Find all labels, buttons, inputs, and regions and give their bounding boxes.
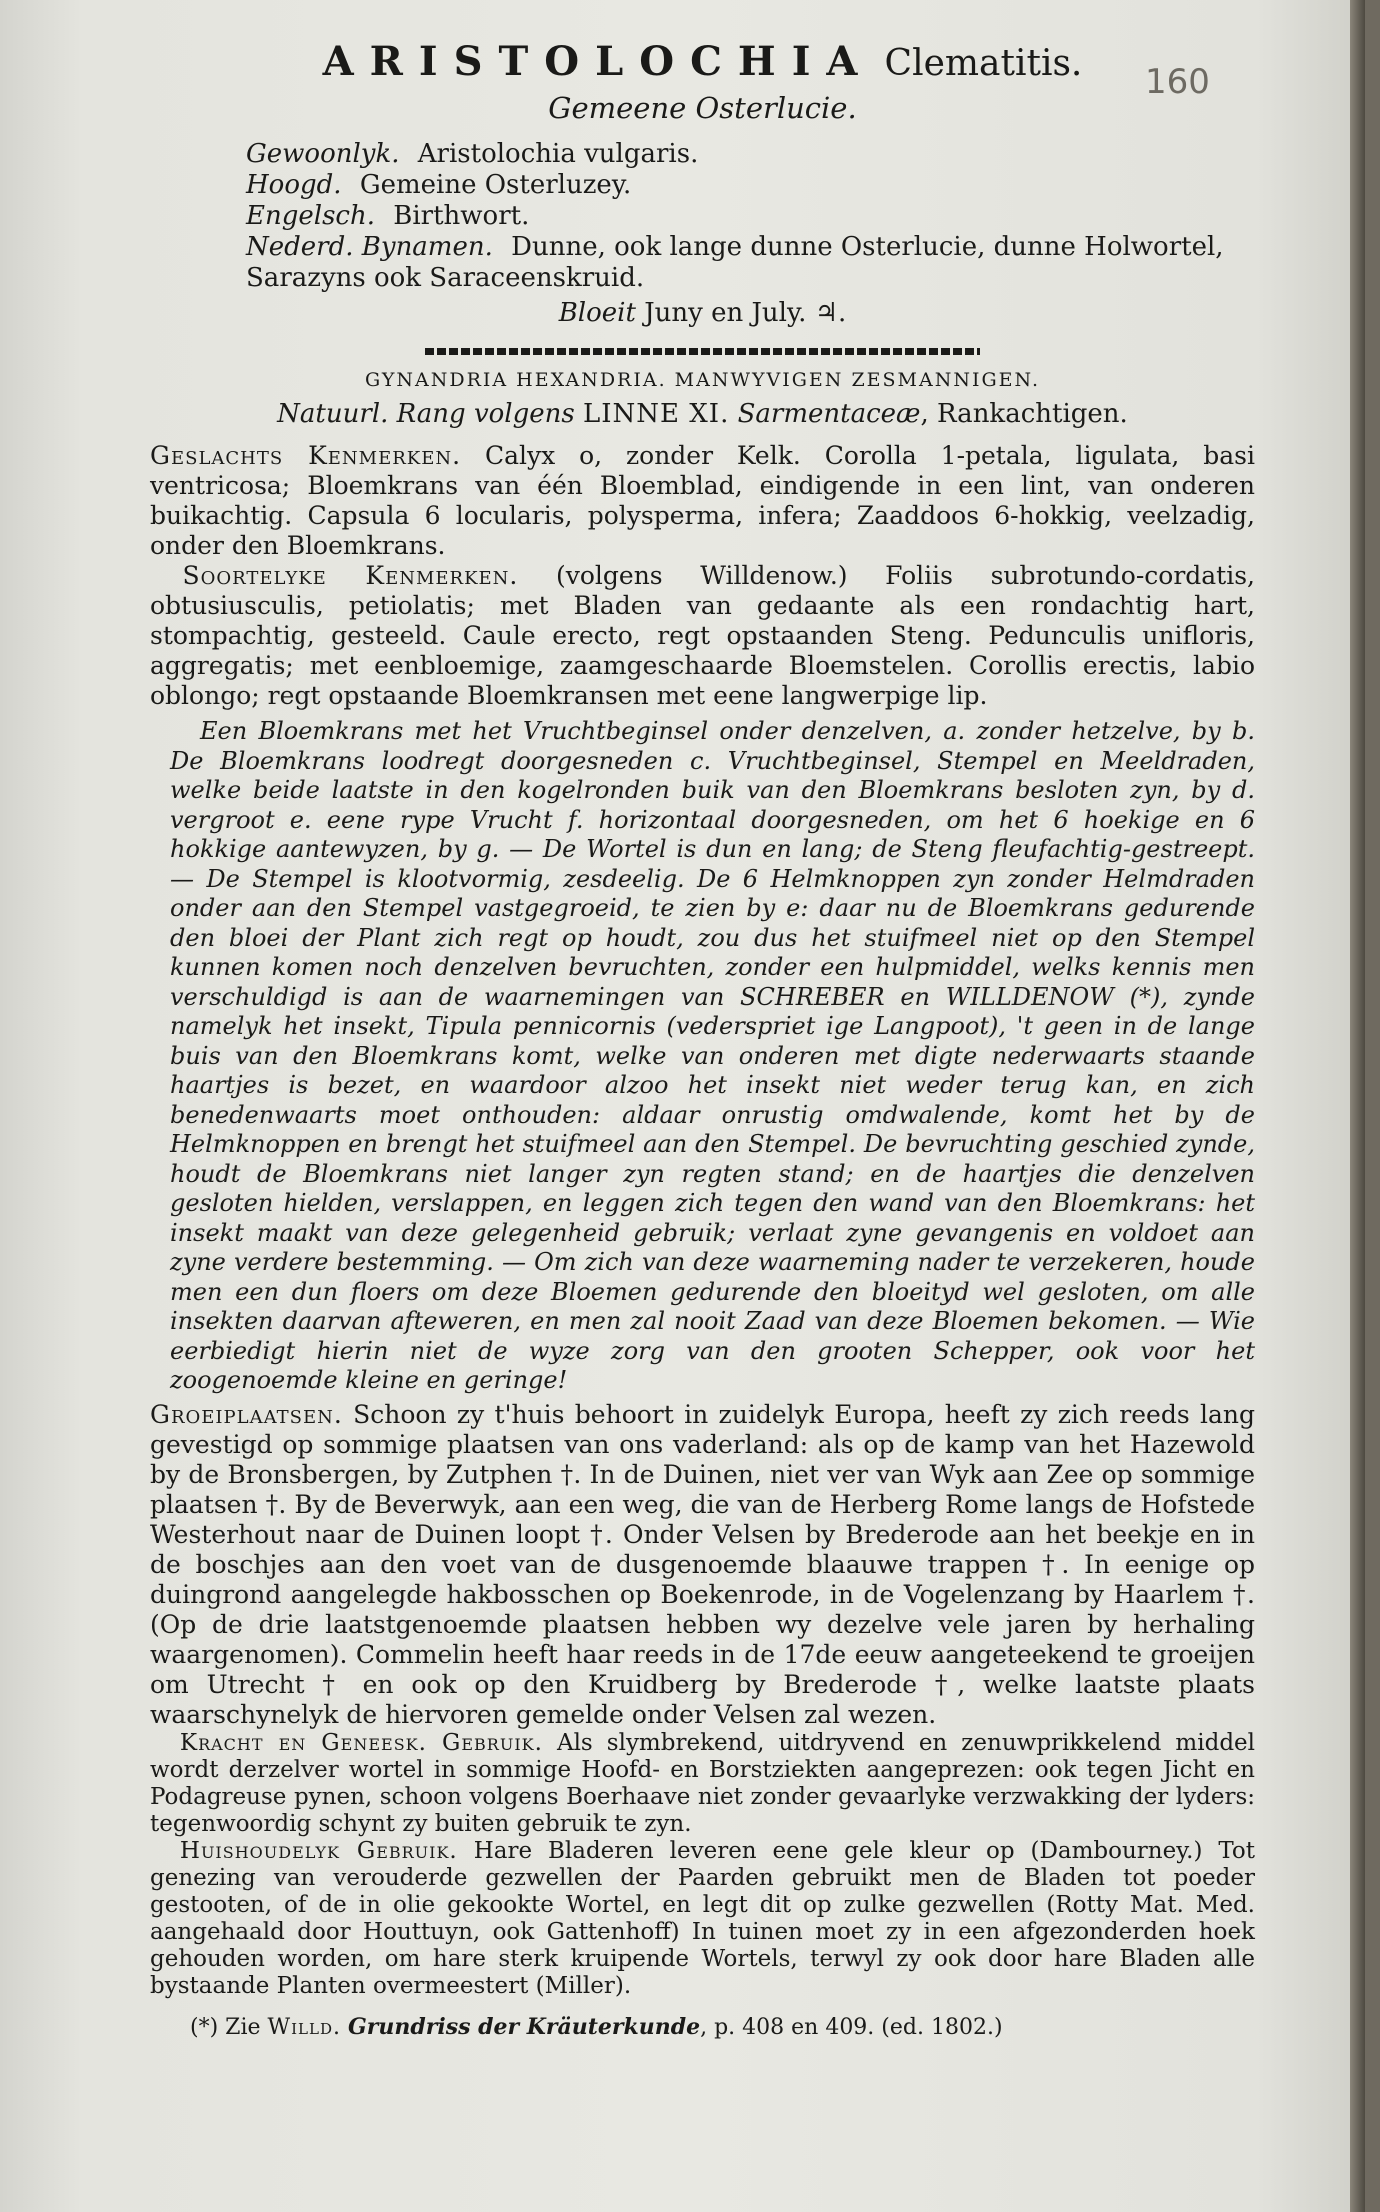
section-heading: Groeiplaatsen. bbox=[150, 1399, 343, 1429]
rang-linne: LINNE XI. bbox=[583, 399, 730, 429]
section-text: Als slymbrekend, uitdryvend en zenuwprikkelend middel wordt derzelver wortel in sommige Hoofd- en Borstziekten aangeprezen: ook tegen Jicht en Podagreuse pynen, schoon volgens Boerhaave niet zonder gevaarlyke verzwakking der lyders: tegenwoordig schynt zy buiten gebruik te zyn. bbox=[150, 1729, 1256, 1837]
name-value: Dunne, ook lange dunne Osterlucie, dunne Holwortel, Sarazyns ook Saraceenskruid. bbox=[246, 232, 1224, 293]
rang-dutch: , Rankachtigen. bbox=[920, 399, 1128, 429]
section-text: Schoon zy t'huis behoort in zuidelyk Europa, heeft zy zich reeds lang gevestigd op sommige plaatsen van ons vaderland: als op de kamp van het Hazewold by de Bronsbergen, by Zutphen †. In de Duinen, niet ver van Wyk aan Zee op sommige plaatsen †. By de Beverwyk, aan een weg, die van de Herberg Rome langs de Hofstede Westerhout naar de Duinen loopt †. Onder Velsen by Brederode aan het beekje en in de boschjes aan den voet van de dusgenoemde blaauwe trappen †. In eenige op duingrond aangelegde hakbosschen op Boekenrode, in de Vogelenzang by Haarlem †. (Op de drie laatstgenoemde plaatsen hebben wy dezelve vele jaren by herhaling waargenomen). Commelin heeft haar reeds in de 17de eeuw aangeteekend te groeijen om Utrecht † en ook op den Kruidberg by Brederode †, welke laatste plaats waarschynelyk de hiervoren gemelde onder Velsen zal wezen. bbox=[150, 1399, 1255, 1729]
name-value: Gemeine Osterluzey. bbox=[359, 170, 632, 200]
handwritten-page-number: 160 bbox=[1145, 62, 1210, 102]
name-value: Birthwort. bbox=[393, 201, 530, 231]
footnote-work: Grundriss der Kräuterkunde bbox=[348, 2013, 701, 2040]
flowering-time bbox=[150, 298, 1255, 328]
name-row bbox=[246, 232, 1255, 294]
footnote-author: Willd. bbox=[267, 2014, 341, 2040]
figure-description: Een Bloemkrans met het Vruchtbeginsel onder denzelven, a. zonder hetzelve, by b. De Bloemkrans loodregt doorgesneden c. Vruchtbeginsel, Stempel en Meeldraden, welke beide laatste in den kogelronden buik van den Bloemkrans besloten zyn, by d. vergroot e. eene rype Vrucht f. horizontaal doorgesneden, om het 6 hoekige en 6 hokkige aantewyzen, by g. — De Wortel is dun en lang; de Steng fleufachtig-gestreept. — De Stempel is klootvormig, zesdeelig. De 6 Helmknoppen zyn zonder Helmdraden onder aan den Stempel vastgegroeid, te zien by e: daar nu de Bloemkrans gedurende den bloei der Plant zich regt op houdt, zou dus het stuifmeel niet op den Stempel kunnen komen noch denzelven bevruchten, zonder een hulpmiddel, welks kennis men verschuldigd is aan de waarnemingen van SCHREBER en WILLDENOW (*), zynde namelyk het insekt, Tipula pennicornis (vederspriet ige Langpoot), 't geen in de lange buis van den Bloemkrans komt, welke van onderen met digte nederwaarts staande haartjes is bezet, en waardoor alzoo het insekt niet weder terug kan, en zich benedenwaarts moet onthouden: aldaar onrustig omdwalende, komt het by de Helmknoppen en brengt het stuifmeel aan den Stempel. De bevruchting geschied zynde, houdt de Bloemkrans niet langer zyn regten stand; en de haartjes die denzelven gesloten hielden, verslappen, en leggen zich tegen den wand van den Bloemkrans: het insekt maakt van deze gelegenheid gebruik; verlaat zyne gevangenis en voldoet aan zyne verdere bestemming. — Om zich van deze waarneming nader te verzekeren, houde men een dun floers om deze Bloemen gedurende den bloeityd wel gesloten, om alle insekten daarvan afteweren, en men zal nooit Zaad van deze Bloemen bekomen. — Wie eerbiedigt hierin niet de wyze zorg van den grooten Schepper, ook voor het zoogenoemde kleine en geringe! bbox=[170, 717, 1255, 1394]
linnaean-class: GYNANDRIA HEXANDRIA. MANWYVIGEN ZESMANNIGEN. bbox=[365, 369, 1040, 391]
rang-label: Natuurl. Rang volgens bbox=[277, 399, 575, 429]
page-title bbox=[150, 38, 1255, 85]
title-species: Clematitis. bbox=[884, 43, 1083, 84]
section-heading: Geslachts Kenmerken. bbox=[150, 441, 462, 470]
section-text: Calyx o, zonder Kelk. Corolla 1-petala, ligulata, basi ventricosa; Bloemkrans van één Bloemblad, eindigende in een lint, van onderen buikachtig. Capsula 6 locularis, polysperma, infera; Zaaddoos 6-hokkig, veelzadig, onder den Bloemkrans. bbox=[150, 441, 1255, 560]
section-heading: Kracht en Geneesk. Gebruik. bbox=[179, 1729, 543, 1756]
section-kracht bbox=[150, 1730, 1255, 1838]
name-value: Aristolochia vulgaris. bbox=[417, 139, 699, 169]
section-text: Hare Bladeren leveren eene gele kleur op (Dambourney.) Tot genezing van verouderde gezwellen der Paarden gebruikt men de Bladen tot poeder gestooten, of de in olie gekookte Wortel, en legt dit op zulke gezwellen (Rotty Mat. Med. aangehaald door Houttuyn, ook Gattenhoff) In tuinen moet zy in een afgezonderden hoek gehouden worden, om hare sterk kruipende Wortels, terwyl zy ook door hare Bladen alle bystaande Planten overmeestert (Miller). bbox=[150, 1837, 1256, 1999]
section-huishoudelyk bbox=[150, 1838, 1255, 2000]
name-row bbox=[246, 170, 1255, 201]
name-label: Engelsch. bbox=[246, 201, 375, 231]
page-subtitle: Gemeene Osterlucie. bbox=[548, 91, 857, 125]
footnote bbox=[190, 2014, 1255, 2040]
footnote-mark: (*) Zie bbox=[190, 2014, 261, 2040]
name-label: Gewoonlyk. bbox=[246, 139, 400, 169]
decorative-rule bbox=[425, 348, 980, 355]
name-label: Nederd. Bynamen. bbox=[246, 232, 493, 262]
section-geslachts bbox=[150, 441, 1255, 561]
name-label: Hoogd. bbox=[246, 170, 342, 200]
footnote-rest: , p. 408 en 409. (ed. 1802.) bbox=[700, 2014, 1003, 2040]
title-genus: ARISTOLOCHIA bbox=[322, 38, 874, 85]
common-names bbox=[246, 139, 1255, 294]
section-heading: Huishoudelyk Gebruik. bbox=[179, 1837, 458, 1864]
section-heading: Soortelyke Kenmerken. bbox=[182, 561, 519, 590]
section-soortelyke bbox=[150, 561, 1255, 711]
section-groeiplaatsen bbox=[150, 1400, 1255, 1730]
rang-order: Sarmentaceæ bbox=[737, 399, 921, 429]
name-row bbox=[246, 201, 1255, 232]
page-content bbox=[150, 38, 1255, 2040]
page-edge-shadow bbox=[1350, 0, 1365, 2212]
name-row bbox=[246, 139, 1255, 170]
bloei-value: Juny en July. ♃. bbox=[644, 298, 847, 328]
natural-rank bbox=[150, 399, 1255, 429]
section-text: (volgens Willdenow.) Foliis subrotundo-cordatis, obtusiusculis, petiolatis; met Bladen van gedaante als een rondachtig hart, stompachtig, gesteeld. Caule erecto, regt opstaanden Steng. Pedunculis unifloris, aggregatis; met eenbloemige, zaamgeschaarde Bloemstelen. Corollis erectis, labio oblongo; regt opstaande Bloemkransen met eene langwerpige lip. bbox=[150, 561, 1255, 710]
bloei-label: Bloeit bbox=[558, 298, 636, 328]
